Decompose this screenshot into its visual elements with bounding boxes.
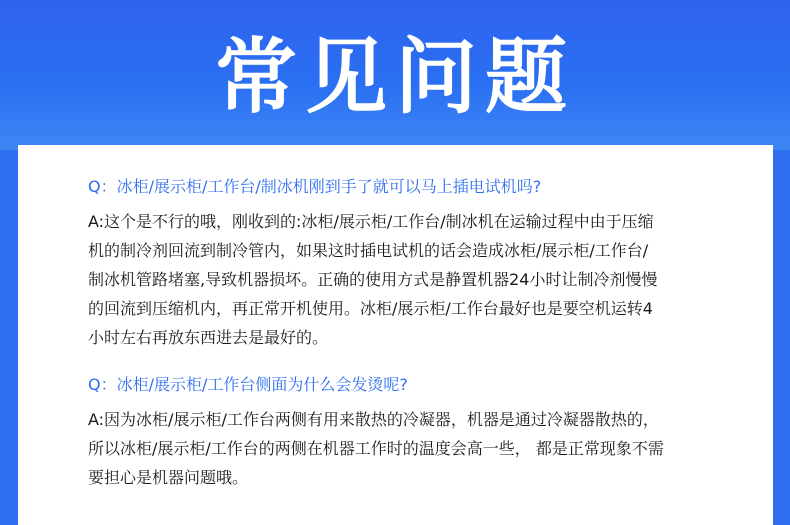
page-title: 常见问题 xyxy=(214,30,575,125)
faq-answer xyxy=(88,207,728,352)
faq-answer-line: 小时左右再放东西进去是最好的。 xyxy=(88,328,329,347)
faq-answer-line: 的回流到压缩机内，再正常开机使用。冰柜/展示柜/工作台最好也是要空机运转4 xyxy=(88,299,653,318)
faq-answer-line: 要担心是机器问题哦。 xyxy=(88,468,249,487)
faq-item xyxy=(70,374,730,492)
faq-answer-line: A:因为冰柜/展示柜/工作台两侧有用来散热的冷凝器，机器是通过冷凝器散热的， xyxy=(88,410,659,429)
faq-question: Q：冰柜/展示柜/工作台侧面为什么会发烫呢? xyxy=(88,375,408,394)
faq-answer-line: 制冰机管路堵塞,导致机器损坏。正确的使用方式是静置机器24小时让制冷剂慢慢 xyxy=(88,270,658,289)
faq-answer-line: 机的制冷剂回流到制冷管内，如果这时插电试机的话会造成冰柜/展示柜/工作台/ xyxy=(88,241,649,260)
faq-answer-line: A:这个是不行的哦，刚收到的:冰柜/展示柜/工作台/制冰机在运输过程中由于压缩 xyxy=(88,212,654,231)
faq-item xyxy=(70,176,730,352)
faq-question: Q：冰柜/展示柜/工作台/制冰机刚到手了就可以马上插电试机吗? xyxy=(88,177,542,196)
faq-answer-line: 所以冰柜/展示柜/工作台的两侧在机器工作时的温度会高一些， 都是正常现象不需 xyxy=(88,439,664,458)
faq-answer xyxy=(88,405,728,492)
